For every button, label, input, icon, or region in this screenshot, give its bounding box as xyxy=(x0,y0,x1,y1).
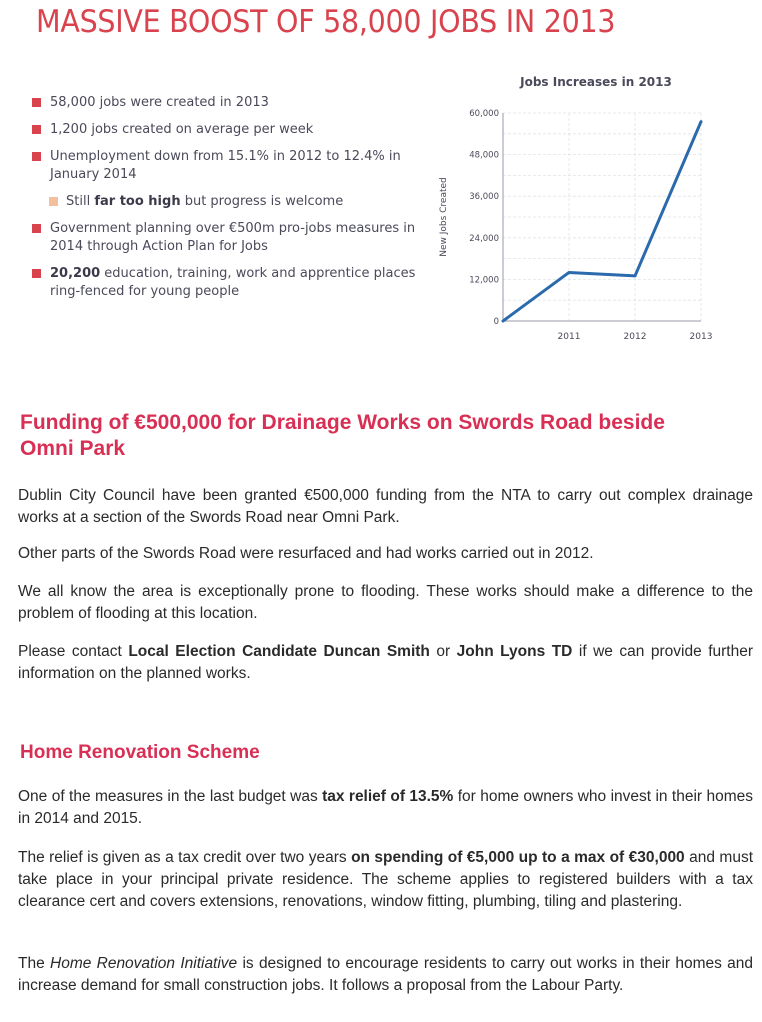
chart-x-ticks xyxy=(558,332,713,342)
heading-line: Omni Park xyxy=(20,437,126,460)
headline: MASSIVE BOOST OF 58,000 JOBS IN 2013 xyxy=(36,4,616,40)
bullet-item xyxy=(30,121,430,139)
candidate-name: Local Election Candidate Duncan Smith xyxy=(128,643,430,660)
section-heading-drainage xyxy=(20,410,665,462)
text: for home owners who invest in their homes in 2014 and 2015. xyxy=(18,788,753,827)
paragraph-resurfacing: Other parts of the Swords Road were resurfaced and had works carried out in 2012. xyxy=(18,545,594,562)
text: or xyxy=(429,643,457,660)
chart-axes xyxy=(503,113,701,321)
bullet-item xyxy=(30,220,430,256)
paragraph-flooding: We all know the area is exceptionally prone to flooding. These works should make a difference to the problem of flooding at this location. xyxy=(18,583,753,622)
chart-title: Jobs Increases in 2013 xyxy=(520,75,672,89)
italic-text: Home Renovation Initiative xyxy=(50,955,238,972)
bullet-text: Unemployment down from 15.1% in 2012 to 12.4% in January 2014 xyxy=(50,149,401,182)
bullet-item xyxy=(30,265,430,301)
text: is designed to encourage residents to carry out works in their homes and increase demand for small construction jobs. It follows a proposal from the Labour Party. xyxy=(18,955,753,994)
x-tick-label: 2012 xyxy=(623,332,647,342)
sub-bullet-item xyxy=(30,193,430,211)
bullet-item xyxy=(30,94,430,112)
chart-svg xyxy=(430,68,730,358)
series-line xyxy=(503,122,701,321)
square-bullet-icon xyxy=(32,152,41,161)
chart-gridlines xyxy=(503,113,701,321)
bold-text: on spending of €5,000 up to a max of €30,000 xyxy=(351,849,685,866)
paragraph-contact xyxy=(18,641,753,685)
bullet-text: Government planning over €500m pro-jobs measures in 2014 through Action Plan for Jobs xyxy=(50,221,416,254)
square-bullet-icon xyxy=(32,98,41,107)
jobs-bullet-list xyxy=(30,94,430,310)
y-tick-label: 48,000 xyxy=(469,150,499,161)
chart-y-axis-label: New Jobs Created xyxy=(439,177,449,257)
y-tick-label: 12,000 xyxy=(469,275,499,286)
text: The relief is given as a tax credit over two years xyxy=(18,849,352,866)
bullet-item xyxy=(30,148,430,184)
section-heading-home-renovation: Home Renovation Scheme xyxy=(20,742,260,763)
y-tick-label: 36,000 xyxy=(469,192,499,203)
paragraph-tax-relief xyxy=(18,786,753,830)
paragraph-drainage-funding: Dublin City Council have been granted €500,000 funding from the NTA to carry out complex drainage works at a section of the Swords Road near Omni Park. xyxy=(18,487,753,526)
x-tick-label: 2011 xyxy=(557,332,581,342)
square-bullet-icon xyxy=(32,269,41,278)
y-tick-label: 24,000 xyxy=(469,233,499,244)
text: and must take place in your principal private residence. The scheme applies to registered builders with a tax clearance cert and covers extensions, renovations, window fitting, plumbing, tiling and plastering. xyxy=(18,849,754,910)
x-tick-label: 2013 xyxy=(689,332,713,342)
bullet-text-bold: 20,200 xyxy=(50,266,101,281)
text: Please contact xyxy=(18,643,129,660)
td-name: John Lyons TD xyxy=(456,643,573,660)
bullet-text-bold: far too high xyxy=(94,194,181,209)
chart-series xyxy=(503,122,701,322)
square-bullet-icon xyxy=(32,125,41,134)
bullet-text-post: education, training, work and apprentice places ring-fenced for young people xyxy=(50,266,416,299)
paragraph-initiative xyxy=(18,953,753,997)
bullet-text-pre: Still xyxy=(66,194,95,209)
bullet-text-post: but progress is welcome xyxy=(180,194,344,209)
square-bullet-icon xyxy=(32,224,41,233)
bullet-text: 1,200 jobs created on average per week xyxy=(50,122,314,137)
bold-text: tax relief of 13.5% xyxy=(322,788,454,805)
y-tick-label: 0 xyxy=(493,317,499,327)
square-sub-bullet-icon xyxy=(49,197,58,206)
heading-line: Funding of €500,000 for Drainage Works on Swords Road beside xyxy=(20,411,665,434)
text: The xyxy=(18,955,50,972)
text: One of the measures in the last budget was xyxy=(18,788,323,805)
jobs-line-chart xyxy=(430,68,730,358)
text: if we can provide further information on the planned works. xyxy=(18,643,754,682)
chart-y-ticks xyxy=(469,109,499,327)
paragraph-relief-details xyxy=(18,847,753,913)
y-tick-label: 60,000 xyxy=(469,109,499,119)
bullet-text: 58,000 jobs were created in 2013 xyxy=(50,95,269,110)
